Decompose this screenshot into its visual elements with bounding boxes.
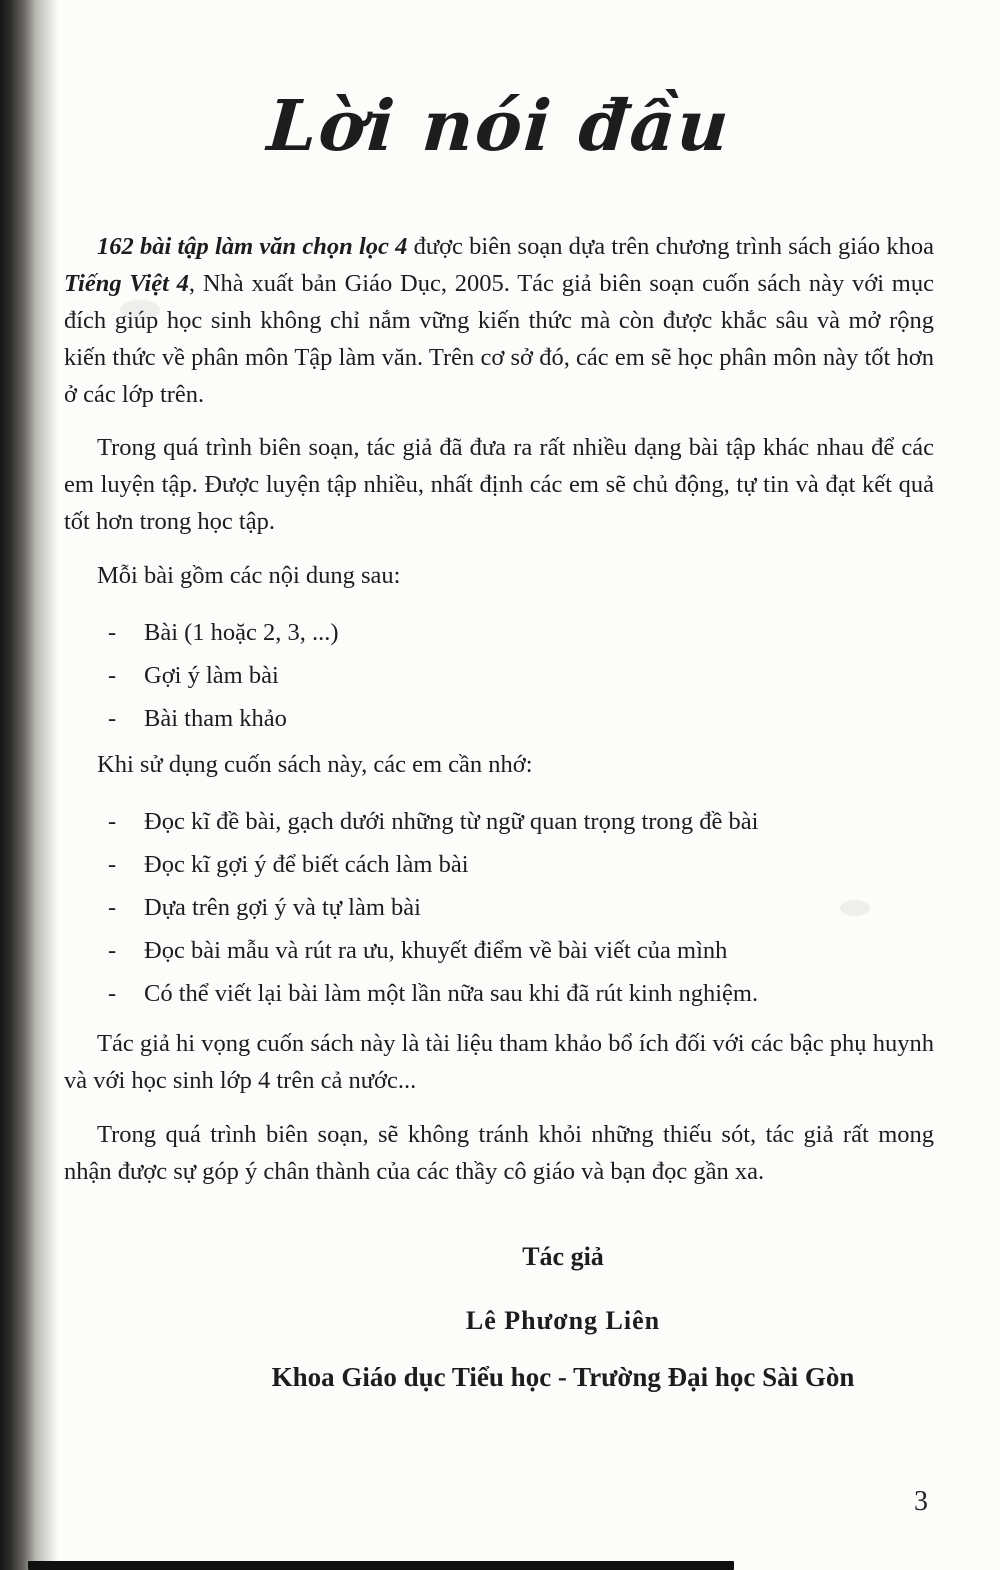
list-item-text: Dựa trên gợi ý và tự làm bài [144, 893, 421, 921]
list-item [108, 843, 934, 886]
list-item-text: Có thể viết lại bài làm một lần nữa sau khi đã rút kinh nghiệm. [144, 979, 759, 1007]
list-item [108, 697, 934, 740]
list-item [108, 800, 934, 843]
list-item-text: Bài tham khảo [144, 704, 287, 732]
list-item-text: Gợi ý làm bài [144, 661, 279, 689]
contents-list [64, 611, 934, 740]
signature-author-name: Lê Phương Liên [465, 1305, 661, 1335]
usage-list [64, 800, 934, 1015]
paragraph-apology: Trong quá trình biên soạn, sẽ không tránh khỏi những thiếu sót, tác giả rất mong nhận được sự góp ý chân thành của các thầy cô giáo và bạn đọc gần xa. [64, 1120, 934, 1185]
list-item-text: Bài (1 hoặc 2, 3, ...) [144, 618, 339, 646]
list-item [108, 654, 934, 697]
signature-affiliation: Khoa Giáo dục Tiểu học - Trường Đại học Sài Gòn [271, 1361, 855, 1392]
paragraph-contents-heading: Mỗi bài gồm các nội dung sau: [97, 561, 401, 589]
signature-author-label: Tác giả [522, 1241, 604, 1271]
paragraph-intro-text-2: , Nhà xuất bản Giáo Dục, 2005. Tác giả biên soạn cuốn sách này với mục đích giúp học sinh không chỉ nắm vững kiến thức mà còn được khắc sâu và mở rộng kiến thức về phân môn Tập làm văn. Trên cơ sở đó, các em sẽ học phân môn này tốt hơn ở các lớp trên. [64, 269, 934, 408]
list-item [108, 611, 934, 654]
dash-marker: - [108, 850, 117, 878]
list-item [108, 886, 934, 929]
signature-block [128, 1242, 998, 1393]
page-title: Lời nói đầu [264, 84, 734, 167]
paragraph-hope: Tác giả hi vọng cuốn sách này là tài liệu tham khảo bổ ích đối với các bậc phụ huynh và với học sinh lớp 4 trên cả nước... [64, 1029, 934, 1094]
dash-marker: - [108, 807, 117, 835]
list-item [108, 972, 934, 1015]
dash-marker: - [108, 661, 117, 689]
list-item [108, 929, 934, 972]
paragraph-intro [64, 228, 934, 413]
dash-marker: - [108, 936, 117, 964]
page-number: 3 [914, 1486, 928, 1517]
list-item-text: Đọc bài mẫu và rút ra ưu, khuyết điểm về bài viết của mình [144, 936, 728, 964]
list-item-text: Đọc kĩ gợi ý để biết cách làm bài [144, 850, 469, 878]
textbook-title: Tiếng Việt 4 [64, 269, 189, 297]
dash-marker: - [108, 979, 117, 1007]
paragraph-usage-heading: Khi sử dụng cuốn sách này, các em cần nhớ: [97, 750, 533, 778]
dash-marker: - [108, 618, 117, 646]
dash-marker: - [108, 893, 117, 921]
list-item-text: Đọc kĩ đề bài, gạch dưới những từ ngữ quan trọng trong đề bài [144, 807, 759, 835]
paragraph-intro-text-1: được biên soạn dựa trên chương trình sách giáo khoa [407, 232, 934, 260]
paragraph-practice: Trong quá trình biên soạn, tác giả đã đưa ra rất nhiều dạng bài tập khác nhau để các em luyện tập. Được luyện tập nhiều, nhất định các em sẽ chủ động, tự tin và đạt kết quả tốt hơn trong học tập. [64, 433, 934, 535]
dash-marker: - [108, 704, 117, 732]
book-series-title: 162 bài tập làm văn chọn lọc 4 [97, 232, 408, 260]
bottom-scan-bar [28, 1561, 734, 1570]
